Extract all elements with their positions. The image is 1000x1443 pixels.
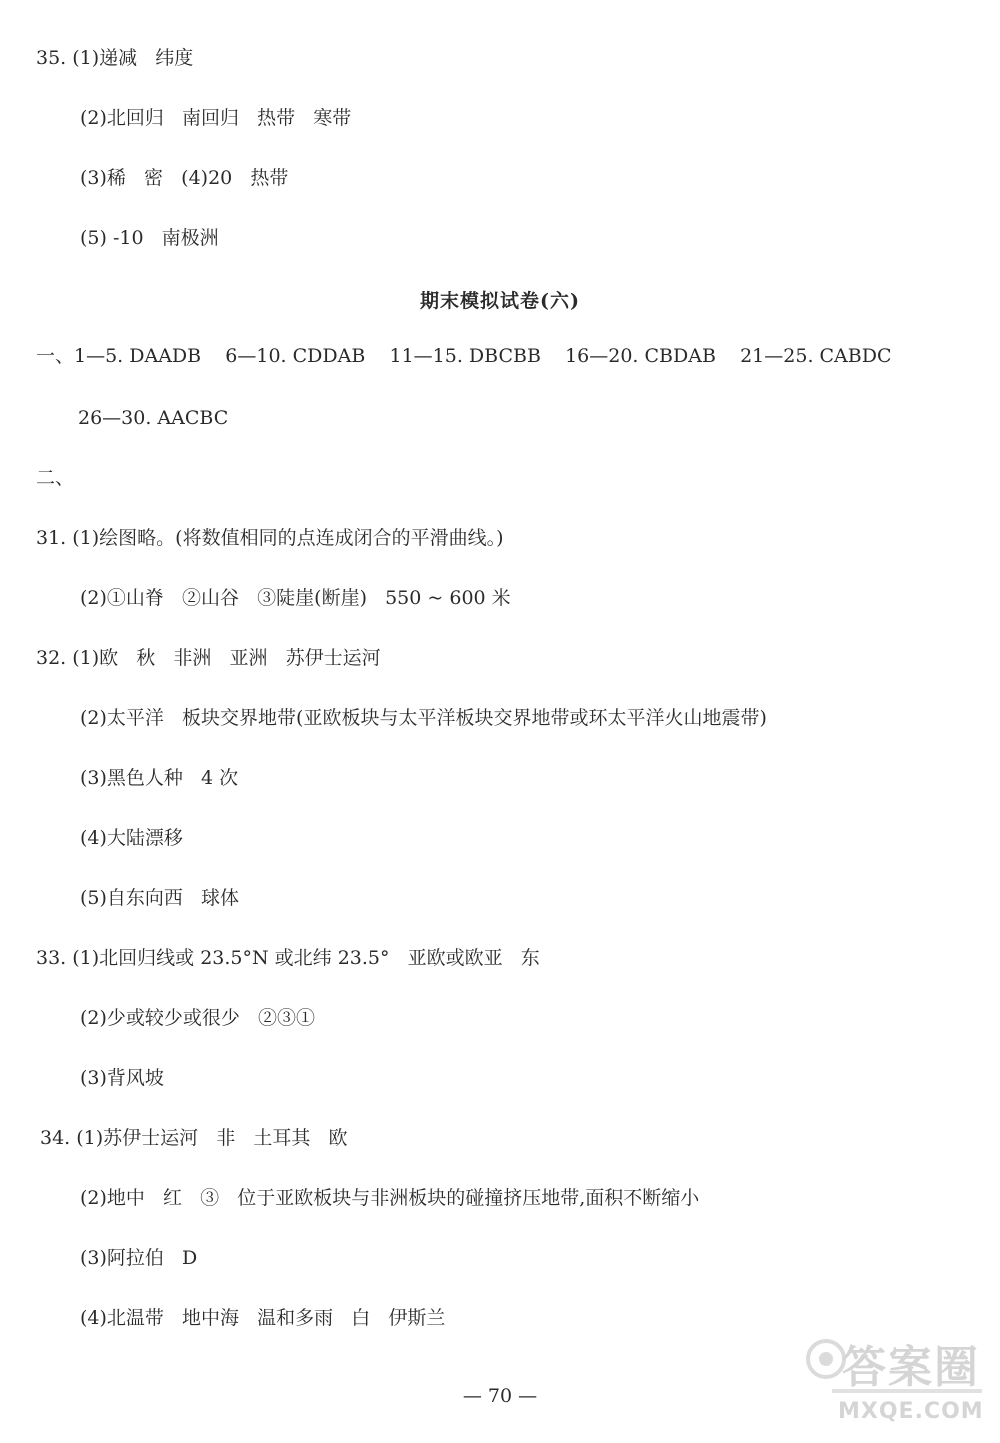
watermark [802,1325,992,1435]
answer-line-q32-2: (2)太平洋 板块交界地带(亚欧板块与太平洋板块交界地带或环太平洋火山地震带) [80,707,767,729]
answer-line-part1-a: 一、1—5. DAADB 6—10. CDDAB 11—15. DBCBB 16—20. CBDAB 21—25. CABDC [36,345,892,367]
answer-line-part2: 二、 [36,467,75,489]
answer-line-q33-1: 33. (1)北回归线或 23.5°N 或北纬 23.5° 亚欧或欧亚 东 [36,947,540,969]
answer-line-q34-2: (2)地中 红 ③ 位于亚欧板块与非洲板块的碰撞挤压地带,面积不断缩小 [80,1187,700,1209]
answer-line-part1-b: 26—30. AACBC [78,407,229,429]
answer-line-q33-2: (2)少或较少或很少 ②③① [80,1007,316,1029]
answer-line-q35-2: (2)北回归 南回归 热带 寒带 [80,107,352,129]
answer-line-q35-1: 35. (1)递减 纬度 [36,47,194,69]
answer-line-q31-2: (2)①山脊 ②山谷 ③陡崖(断崖) 550 ~ 600 米 [80,587,511,609]
watermark-logo-text: 答案圈 [842,1342,980,1393]
page-number: — 70 — [462,1385,538,1407]
watermark-url: MXQE.COM [838,1399,984,1424]
answer-line-q34-4: (4)北温带 地中海 温和多雨 白 伊斯兰 [80,1307,446,1329]
answer-line-q35-3: (3)稀 密 (4)20 热带 [80,167,289,189]
answer-line-q32-3: (3)黑色人种 4 次 [80,767,239,789]
answer-line-q31-1: 31. (1)绘图略。(将数值相同的点连成闭合的平滑曲线。) [36,527,504,549]
answer-line-q32-4: (4)大陆漂移 [80,827,183,849]
answer-line-q33-3: (3)背风坡 [80,1067,164,1089]
answer-line-q35-5: (5) -10 南极洲 [80,227,219,249]
section-title: 期末模拟试卷(六) [420,290,580,312]
answer-line-q34-3: (3)阿拉伯 D [80,1247,198,1269]
answer-line-q32-1: 32. (1)欧 秋 非洲 亚洲 苏伊士运河 [36,647,381,669]
answer-line-q32-5: (5)自东向西 球体 [80,887,240,909]
answer-line-q34-1: 34. (1)苏伊士运河 非 土耳其 欧 [40,1127,348,1149]
